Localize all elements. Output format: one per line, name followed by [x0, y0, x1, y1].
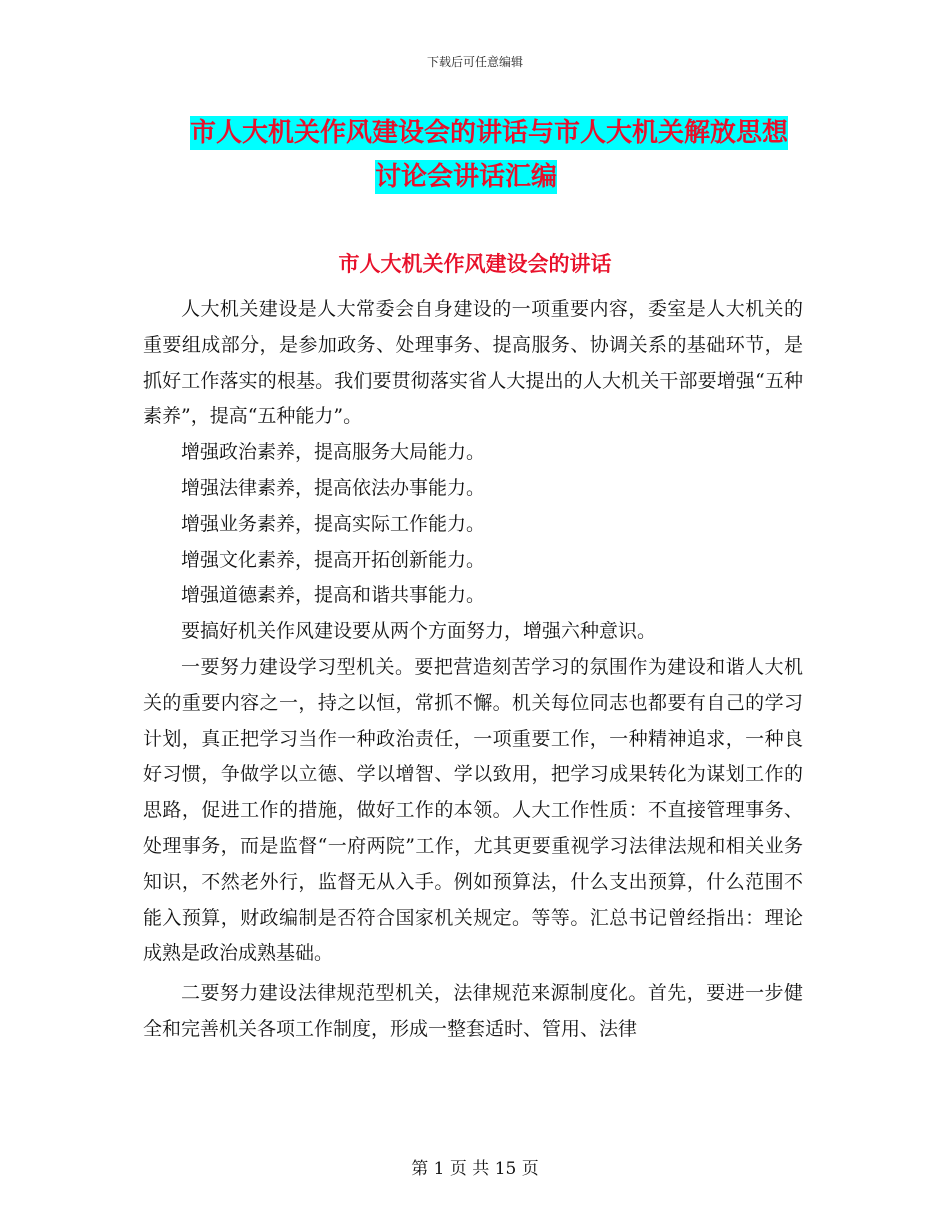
paragraph-learning-organ: 一要努力建设学习型机关。要把营造刻苦学习的氛围作为建设和谐人大机关的重要内容之一，持之以恒，常抓不懈。机关每位同志也都要有自己的学习计划，真正把学习当作一种政治责任，一项重要工作，一种精神追求，一种良好习惯，争做学以立德、学以增智、学以致用，把学习成果转化为谋划工作的思路，促进工作的措施，做好工作的本领。人大工作性质：不直接管理事务、处理事务，而是监督“一府两院”工作，尤其更要重视学习法律法规和相关业务知识，不然老外行，监督无从入手。例如预算法，什么支出预算，什么范围不能入预算，财政编制是否符合国家机关规定。等等。汇总书记曾经指出：理论成熟是政治成熟基础。: [143, 655, 803, 965]
document-title: [190, 111, 810, 199]
paragraph-morality: 增强道德素养，提高和谐共事能力。: [181, 584, 486, 607]
paragraph-intro: 人大机关建设是人大常委会自身建设的一项重要内容，委室是人大机关的重要组成部分，是参加政务、处理事务、提高服务、协调关系的基础环节，是抓好工作落实的根基。我们要贯彻落实省人大提出的人大机关干部要增强“五种素养”，提高“五种能力”。: [143, 298, 803, 428]
section-title: 市人大机关作风建设会的讲话: [338, 252, 612, 276]
paragraph-two-aspects: 要搞好机关作风建设要从两个方面努力，增强六种意识。: [181, 620, 657, 643]
paragraph-political: 增强政治素养，提高服务大局能力。: [181, 441, 486, 464]
paragraph-business: 增强业务素养，提高实际工作能力。: [181, 512, 486, 535]
page-number: 第 1 页 共 15 页: [411, 1159, 539, 1179]
document-title-line-2: 讨论会讲话汇编: [375, 162, 558, 192]
paragraph-legal: 增强法律素养，提高依法办事能力。: [181, 476, 486, 499]
paragraph-culture: 增强文化素养，提高开拓创新能力。: [181, 548, 486, 571]
header-note: 下载后可任意编辑: [426, 55, 523, 69]
body-text: [143, 292, 803, 1048]
document-title-line-1: 市人大机关作风建设会的讲话与市人大机关解放思想: [190, 118, 789, 148]
paragraph-legal-organ: 二要努力建设法律规范型机关，法律规范来源制度化。首先，要进一步健全和完善机关各项工作制度，形成一整套适时、管用、法律: [143, 982, 803, 1040]
